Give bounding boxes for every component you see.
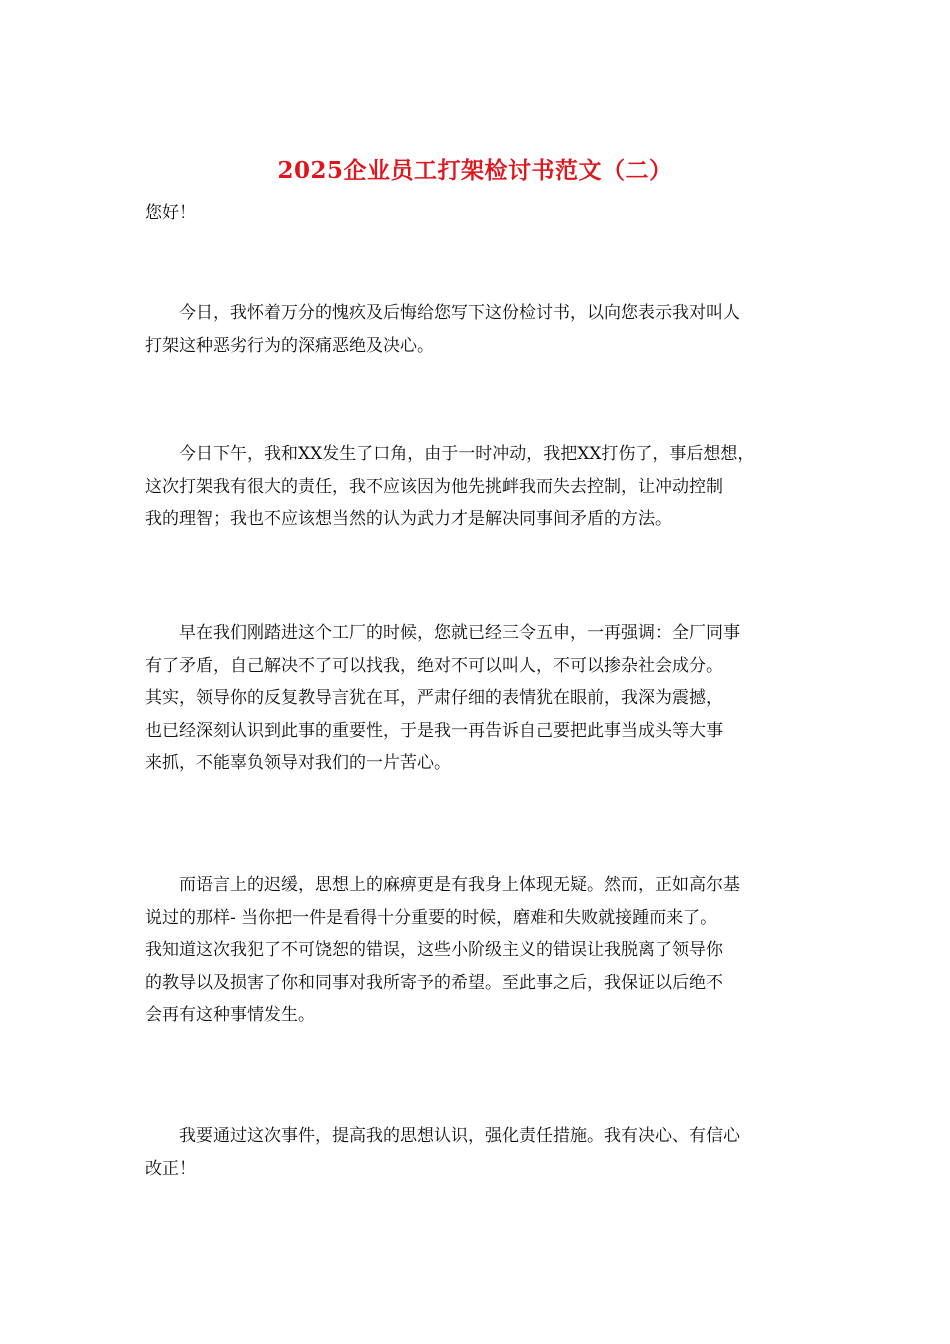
document-title: 2025企业员工打架检讨书范文（二） <box>277 157 673 184</box>
paragraph-line: 改正！ <box>145 1158 196 1179</box>
paragraph-line: 这次打架我有很大的责任，我不应该因为他先挑衅我而失去控制，让冲动控制 <box>145 476 723 497</box>
paragraph-line: 其实，领导你的反复教导言犹在耳，严肃仔细的表情犹在眼前，我深为震撼， <box>145 688 723 708</box>
paragraph-line: 而语言上的迟缓，思想上的麻痹更是有我身上体现无疑。然而，正如高尔基 <box>145 875 740 895</box>
paragraph-line: 我要通过这次事件，提高我的思想认识，强化责任措施。我有决心、有信心 <box>145 1126 740 1146</box>
paragraph-1 <box>145 297 810 362</box>
paragraph-line: 来抓，不能辜负领导对我们的一片苦心。 <box>145 753 451 773</box>
paragraph-line: 会再有这种事情发生。 <box>145 1005 315 1025</box>
paragraph-2 <box>145 438 810 536</box>
paragraph-4 <box>145 869 810 1032</box>
paragraph-line: 有了矛盾，自己解决不了可以找我，绝对不可以叫人，不可以掺杂社会成分。 <box>145 655 723 676</box>
paragraph-3 <box>145 617 810 780</box>
paragraph-line: 也已经深刻认识到此事的重要性，于是我一再告诉自己要把此事当成头等大事 <box>145 720 723 741</box>
paragraph-line: 我知道这次我犯了不可饶恕的错误，这些小阶级主义的错误让我脱离了领导你 <box>145 940 723 960</box>
paragraph-line: 今日，我怀着万分的愧疚及后悔给您写下这份检讨书，以向您表示我对叫人 <box>145 303 740 323</box>
paragraph-line: 我的理智；我也不应该想当然的认为武力才是解决同事间矛盾的方法。 <box>145 509 672 529</box>
paragraph-line: 说过的那样- 当你把一件是看得十分重要的时候，磨难和失败就接踵而来了。 <box>145 907 718 928</box>
greeting: 您好！ <box>145 203 196 223</box>
paragraph-line: 今日下午，我和XX发生了口角，由于一时冲动，我把XX打伤了，事后想想， <box>145 444 755 464</box>
paragraph-5 <box>145 1120 810 1185</box>
paragraph-line: 的教导以及损害了你和同事对我所寄予的希望。至此事之后，我保证以后绝不 <box>145 972 723 993</box>
paragraph-line: 打架这种恶劣行为的深痛恶绝及决心。 <box>145 335 434 356</box>
paragraph-line: 早在我们刚踏进这个工厂的时候，您就已经三令五申，一再强调：全厂同事 <box>145 623 740 643</box>
